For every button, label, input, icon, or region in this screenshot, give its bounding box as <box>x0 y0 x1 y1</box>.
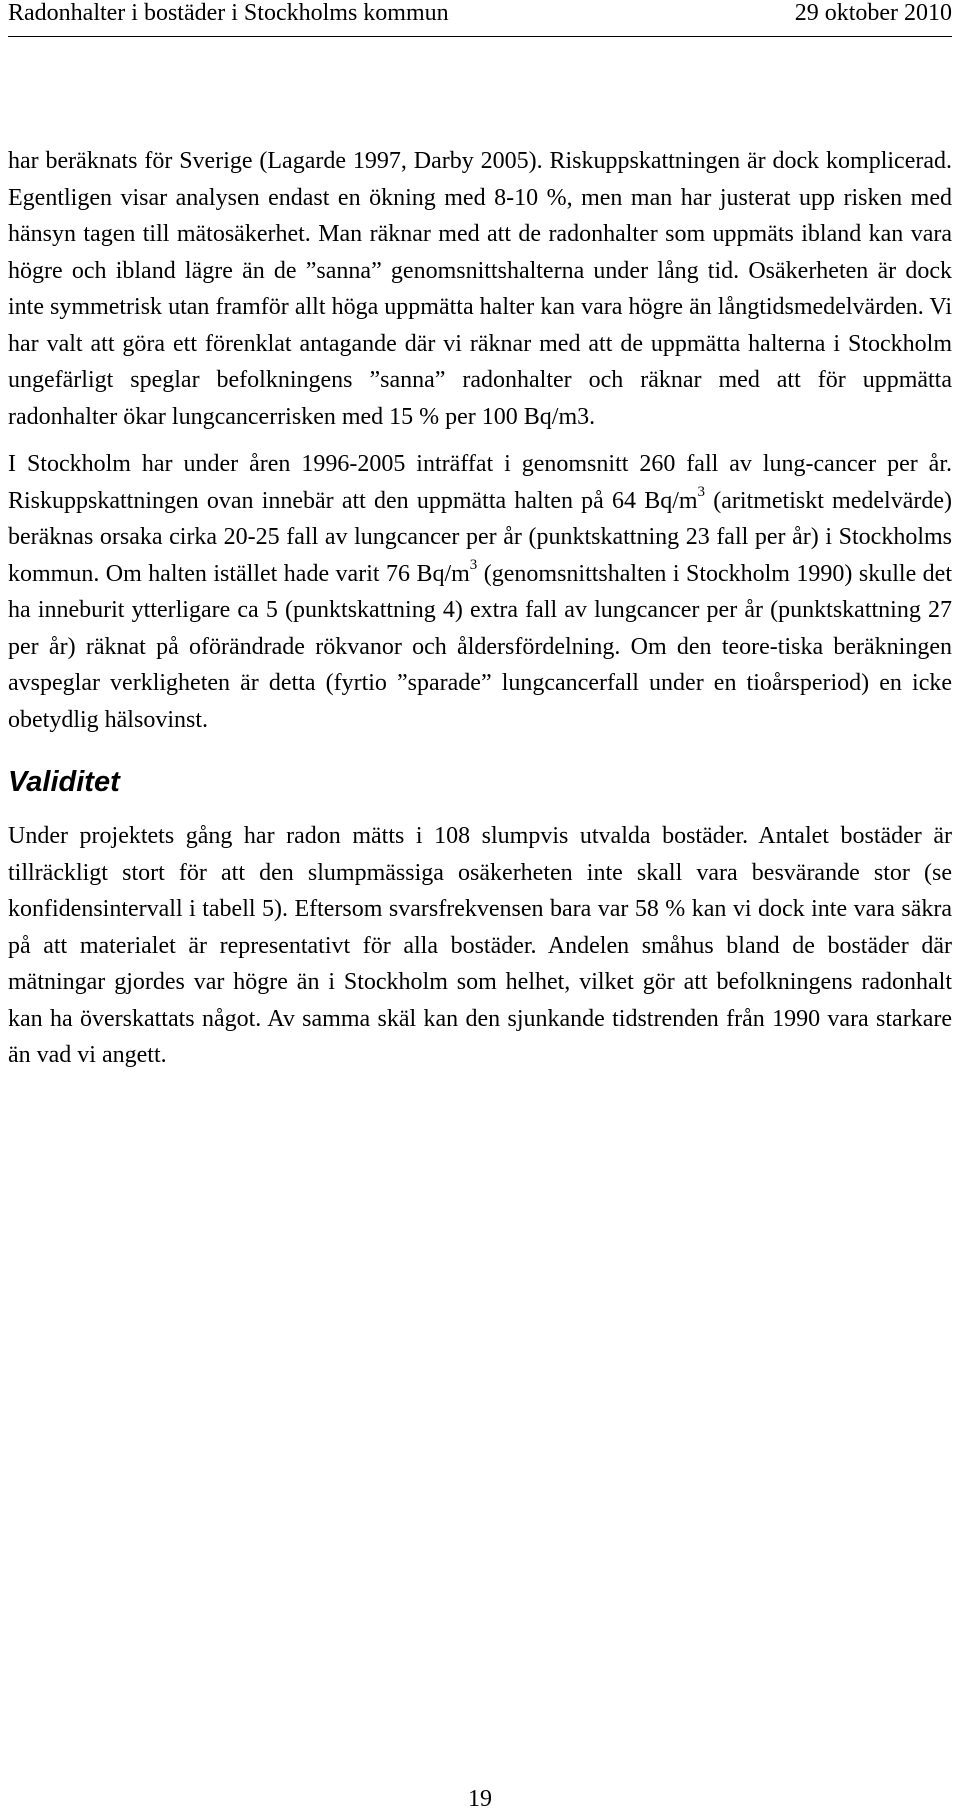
header-date: 29 oktober 2010 <box>794 0 952 26</box>
page-number: 19 <box>468 1786 492 1812</box>
running-header <box>8 0 952 37</box>
paragraph-text: (genomsnittshalten i Stockholm 1990) skulle det ha inneburit ytterligare ca 5 (punktskattning 4) extra fall av lungcancer per år (punktskattning 27 per år) räknat på oförändrade rökvanor och åldersfördelning. Om den teore-tiska beräkningen avspeglar verkligheten är detta (fyrtio ”sparade” lungcancerfall under en tioårsperiod) en icke obetydlig hälsovinst. <box>8 560 952 733</box>
paragraph-stockholm-cases <box>8 446 952 738</box>
paragraph-text: (aritmetiskt medelvärde) beräknas orsaka cirka 20-25 fall av lungcancer per år (punktskattning 23 fall per år) i Stockholms kommun. Om halten istället hade varit 76 Bq/m <box>8 487 952 587</box>
superscript: 3 <box>469 556 478 573</box>
paragraph-risk-estimate: har beräknats för Sverige (Lagarde 1997, Darby 2005). Riskuppskattningen är dock komplicerad. Egentligen visar analysen endast en ökning med 8-10 %, men man har justerat upp risken med hänsyn tagen till mätosäkerhet. Man räknar med att de radonhalter som uppmäts ibland kan vara högre och ibland lägre än de ”sanna” genomsnittshalterna under lång tid. Osäkerheten är dock inte symmetrisk utan framför allt höga uppmätta halter kan vara högre än långtidsmedelvärden. Vi har valt att göra ett förenklat antagande där vi räknar med att de uppmätta halterna i Stockholm ungefärligt speglar befolkningens ”sanna” radonhalter och räknar med att för uppmätta radonhalter ökar lungcancerrisken med 15 % per 100 Bq/m3. <box>8 148 952 430</box>
document-body <box>8 143 952 1074</box>
section-heading: Validitet <box>8 766 120 798</box>
superscript: 3 <box>697 483 706 500</box>
paragraph-validity: Under projektets gång har radon mätts i 108 slumpvis utvalda bostäder. Antalet bostäder är tillräckligt stort för att den slumpmässiga osäkerheten inte skall vara besvärande stor (se konfidensintervall i tabell 5). Eftersom svarsfrekvensen bara var 58 % kan vi dock inte vara säkra på att materialet är representativt för alla bostäder. Andelen småhus bland de bostäder där mätningar gjordes var högre än i Stockholm som helhet, vilket gör att befolkningens radonhalt kan ha överskattats något. Av samma skäl kan den sjunkande tidstrenden från 1990 vara starkare än vad vi angett. <box>8 823 952 1068</box>
header-title: Radonhalter i bostäder i Stockholms kommun <box>8 0 449 26</box>
paragraph-text: I Stockholm har under åren 1996-2005 inträffat i genomsnitt 260 fall av lung-cancer per år. Riskuppskattningen ovan innebär att den uppmätta halten på 64 Bq/m <box>8 451 952 514</box>
